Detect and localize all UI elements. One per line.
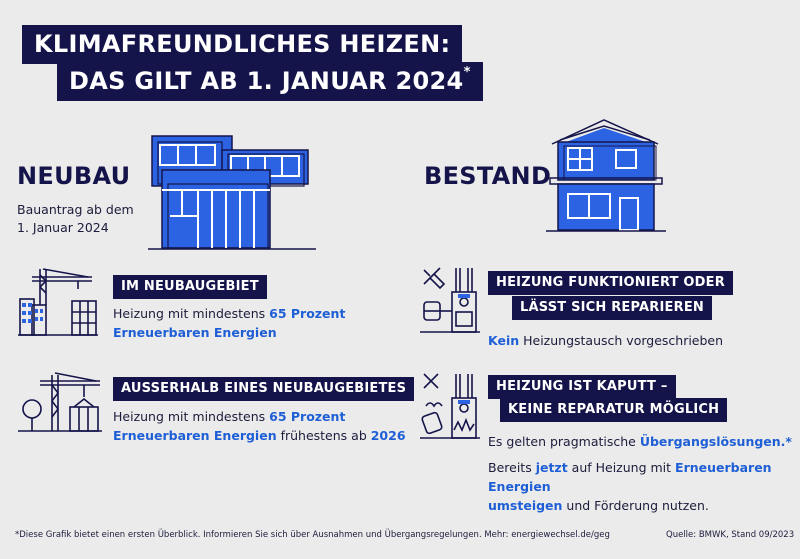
neubau-item2-tag: AUSSERHALB EINES NEUBAUGEBIETES — [113, 377, 414, 401]
bestand-item2-text1: Es gelten pragmatische Übergangslösungen.* — [488, 434, 792, 449]
neubau-subtitle-line1: Bauantrag ab dem — [17, 202, 134, 217]
header-subtitle — [57, 62, 483, 101]
neubau-item2-text: Heizung mit mindestens 65 Prozent Erneuerbaren Energien frühestens ab 2026 — [113, 409, 406, 443]
wrench-heater-icon — [420, 266, 480, 336]
modern-house-icon — [148, 128, 318, 254]
header-title-line2: DAS GILT AB 1. JANUAR 2024* — [57, 62, 483, 101]
neubau-item1-text: Heizung mit mindestens 65 Prozent Erneuerbaren Energien — [113, 306, 346, 340]
bestand-item2-text2: Bereits jetzt auf Heizung mit Erneuerbaren Energien umsteigen und Förderung nutzen. — [488, 460, 772, 513]
neubau-item1-tag: IM NEUBAUGEBIET — [113, 275, 267, 299]
bestand-item2-tag-line1: HEIZUNG IST KAPUTT – — [488, 375, 676, 399]
bestand-item2-tag-line2: KEINE REPARATUR MÖGLICH — [500, 398, 727, 422]
footer-source: Quelle: BMWK, Stand 09/2023 — [666, 530, 795, 540]
old-house-icon — [546, 116, 666, 234]
footer-note: *Diese Grafik bietet einen ersten Überblick. Informieren Sie sich über Ausnahmen und Übergangsregelungen. Mehr: energiewechsel.de/geg — [15, 530, 610, 540]
header-title — [22, 25, 462, 64]
header-title-line1: KLIMAFREUNDLICHES HEIZEN: — [22, 25, 462, 64]
broken-heater-icon — [420, 370, 480, 442]
crane-house-icon — [18, 371, 102, 441]
crane-buildings-icon — [18, 265, 98, 337]
neubau-subtitle-line2: 1. Januar 2024 — [17, 220, 109, 235]
neubau-title: NEUBAU — [17, 162, 131, 190]
bestand-item1-tag-line1: HEIZUNG FUNKTIONIERT ODER — [488, 271, 733, 295]
bestand-item1-text: Kein Heizungstausch vorgeschrieben — [488, 333, 724, 348]
neubau-subtitle — [17, 201, 134, 237]
bestand-item1-tag-line2: LÄSST SICH REPARIEREN — [512, 296, 712, 320]
bestand-title: BESTAND — [424, 162, 552, 190]
